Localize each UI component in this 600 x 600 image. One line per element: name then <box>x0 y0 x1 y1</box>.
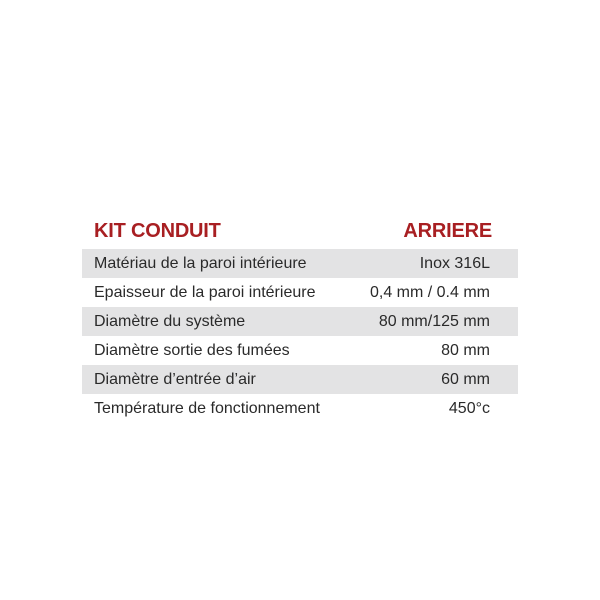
row-value: 60 mm <box>441 370 490 388</box>
kit-title: KIT CONDUIT <box>94 220 221 242</box>
row-value: 80 mm/125 mm <box>378 312 490 330</box>
spec-rows <box>82 249 518 423</box>
table-row <box>82 336 518 365</box>
row-label: Température de fonctionnement <box>94 399 320 417</box>
row-value: 450°c <box>448 399 490 417</box>
spec-header <box>82 210 518 244</box>
row-label: Diamètre du système <box>94 312 246 330</box>
table-row <box>82 307 518 336</box>
row-value: 80 mm <box>441 341 490 359</box>
table-row <box>82 249 518 278</box>
kit-position: ARRIERE <box>403 220 492 242</box>
row-label: Diamètre d’entrée d’air <box>94 370 256 388</box>
row-label: Matériau de la paroi intérieure <box>94 254 307 272</box>
table-row <box>82 394 518 423</box>
row-label: Epaisseur de la paroi intérieure <box>94 283 316 301</box>
row-value: 0,4 mm / 0.4 mm <box>369 283 490 301</box>
spec-table <box>82 210 518 423</box>
row-value: Inox 316L <box>419 254 490 272</box>
table-row <box>82 365 518 394</box>
table-row <box>82 278 518 307</box>
row-label: Diamètre sortie des fumées <box>94 341 290 359</box>
